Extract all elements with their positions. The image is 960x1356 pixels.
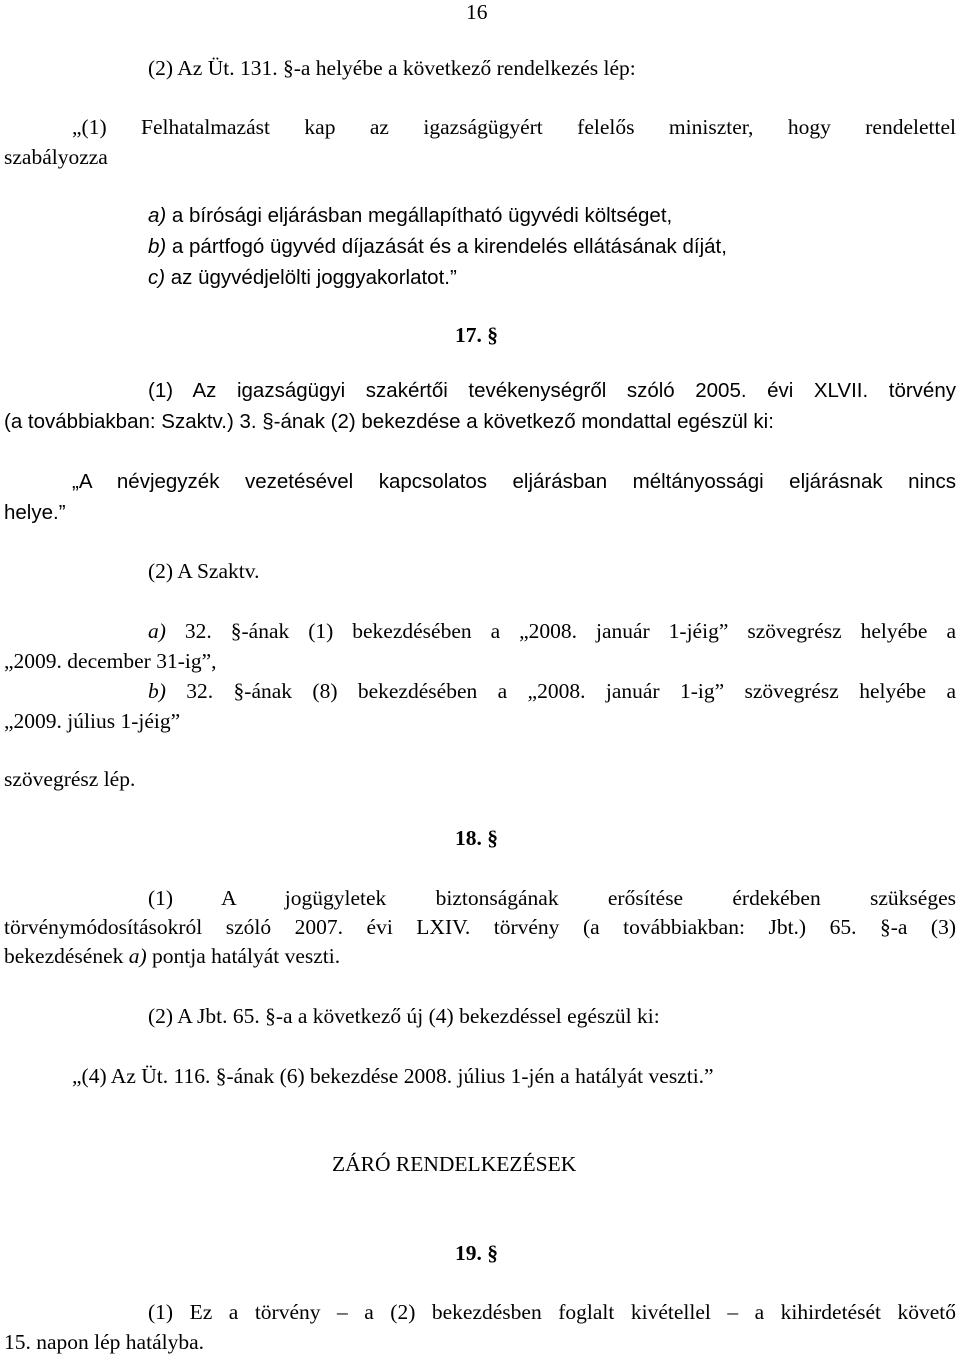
paragraph-line: (2) Az Üt. 131. §-a helyébe a következő rendelkezés lép: — [148, 56, 636, 80]
paragraph-line: (1) A jogügyletek biztonságának erősítése érdekében szükséges — [148, 886, 956, 910]
list-item: b) 32. §-ának (8) bekezdésében a „2008. január 1-ig” szövegrész helyébe a — [148, 679, 956, 703]
paragraph-line: „2009. december 31-ig”, — [4, 649, 217, 673]
paragraph-line: (1) Az igazságügyi szakértői tevékenységről szóló 2005. évi XLVII. törvény — [148, 379, 956, 402]
paragraph-line: szövegrész lép. — [4, 767, 136, 791]
closing-provisions-heading: ZÁRÓ RENDELKEZÉSEK — [332, 1152, 577, 1176]
paragraph-line: szabályozza — [4, 145, 108, 169]
page-number: 16 — [466, 0, 488, 24]
paragraph-line: „2009. július 1-jéig” — [4, 709, 181, 733]
paragraph-line: (2) A Szaktv. — [148, 559, 260, 583]
paragraph-line: törvénymódosításokról szóló 2007. évi LXIV. törvény (a továbbiakban: Jbt.) 65. §-a (3) — [4, 915, 956, 939]
paragraph-line: bekezdésének a) pontja hatályát veszti. — [4, 944, 341, 968]
paragraph-line: „(4) Az Üt. 116. §-ának (6) bekezdése 2008. július 1-jén a hatályát veszti.” — [72, 1064, 714, 1088]
list-item: c) az ügyvédjelölti joggyakorlatot.” — [148, 266, 457, 289]
paragraph-line: „(1) Felhatalmazást kap az igazságügyért felelős miniszter, hogy rendelettel — [72, 115, 956, 139]
section-heading-17: 17. § — [455, 323, 498, 347]
paragraph-line: (a továbbiakban: Szaktv.) 3. §-ának (2) bekezdése a következő mondattal egészül ki: — [4, 410, 774, 433]
paragraph-line: (2) A Jbt. 65. §-a a következő új (4) bekezdéssel egészül ki: — [148, 1004, 660, 1028]
list-item: b) a pártfogó ügyvéd díjazását és a kirendelés ellátásának díját, — [148, 235, 727, 258]
section-heading-18: 18. § — [455, 826, 498, 850]
paragraph-line: (1) Ez a törvény – a (2) bekezdésben foglalt kivétellel – a kihirdetését követő — [148, 1300, 956, 1324]
list-item: a) 32. §-ának (1) bekezdésében a „2008. január 1-jéig” szövegrész helyébe a — [148, 619, 956, 643]
section-heading-19: 19. § — [455, 1241, 498, 1265]
paragraph-line: „A névjegyzék vezetésével kapcsolatos eljárásban méltányossági eljárásnak nincs — [72, 470, 956, 493]
paragraph-line: 15. napon lép hatályba. — [4, 1330, 205, 1354]
list-item: a) a bírósági eljárásban megállapítható ügyvédi költséget, — [148, 204, 673, 227]
paragraph-line: helye.” — [4, 501, 66, 524]
